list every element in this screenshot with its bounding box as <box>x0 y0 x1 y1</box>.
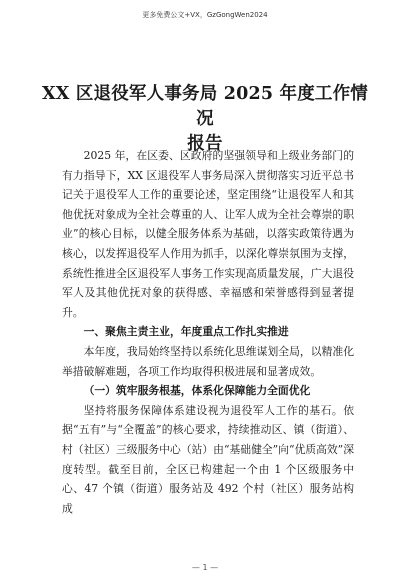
section-1-heading: 一、聚焦主责主业，年度重点工作扎实推进 <box>83 325 289 339</box>
section-1-paragraph: 本年度，我局始终坚持以系统化思维谋划全局，以精准化举措破解难题，各项工作均取得积极进展和显著成效。 <box>62 344 354 378</box>
header-note: 更多免费公文+VX，GzGongWen2024 <box>142 11 268 19</box>
title-line-1: XX 区退役军人事务局 2025 年度工作情况 <box>41 84 369 129</box>
title-line-2: 报告 <box>187 134 223 154</box>
subsection-1-heading: （一）筑牢服务根基，体系化保障能力全面优化 <box>83 384 311 398</box>
intro-paragraph: 2025 年，在区委、区政府的坚强领导和上级业务部门的有力指导下，XX 区退役军人事务局深入贯彻落实习近平总书记关于退役军人工作的重要论述，坚定围绕“让退役军人和其他优抚对象成为全社会尊重的人、让军人成为全社会尊崇的职业”的核心目标，以健全服务体系为基础，以落实政策待遇为核心，以发挥退役军人作用为抓手，以深化尊崇氛围为支撑，系统性推进全区退役军人事务工作实现高质量发展，广大退役军人及其他优抚对象的获得感、幸福感和荣誉感得到显著提升。 <box>62 149 354 319</box>
subsection-1-paragraph: 坚持将服务保障体系建设视为退役军人工作的基石。依据“五有”与“全覆盖”的核心要求，持续推动区、镇（街道）、村（社区）三级服务中心（站）由“基础健全”向“优质高效”深度转型。截至目前，全区已构建起一个由 1 个区级服务中心、47 个镇（街道）服务站及 492 个村（社区）服务站构成 <box>62 403 354 515</box>
document-body <box>62 146 354 518</box>
page-number: — 1 — <box>191 563 219 572</box>
